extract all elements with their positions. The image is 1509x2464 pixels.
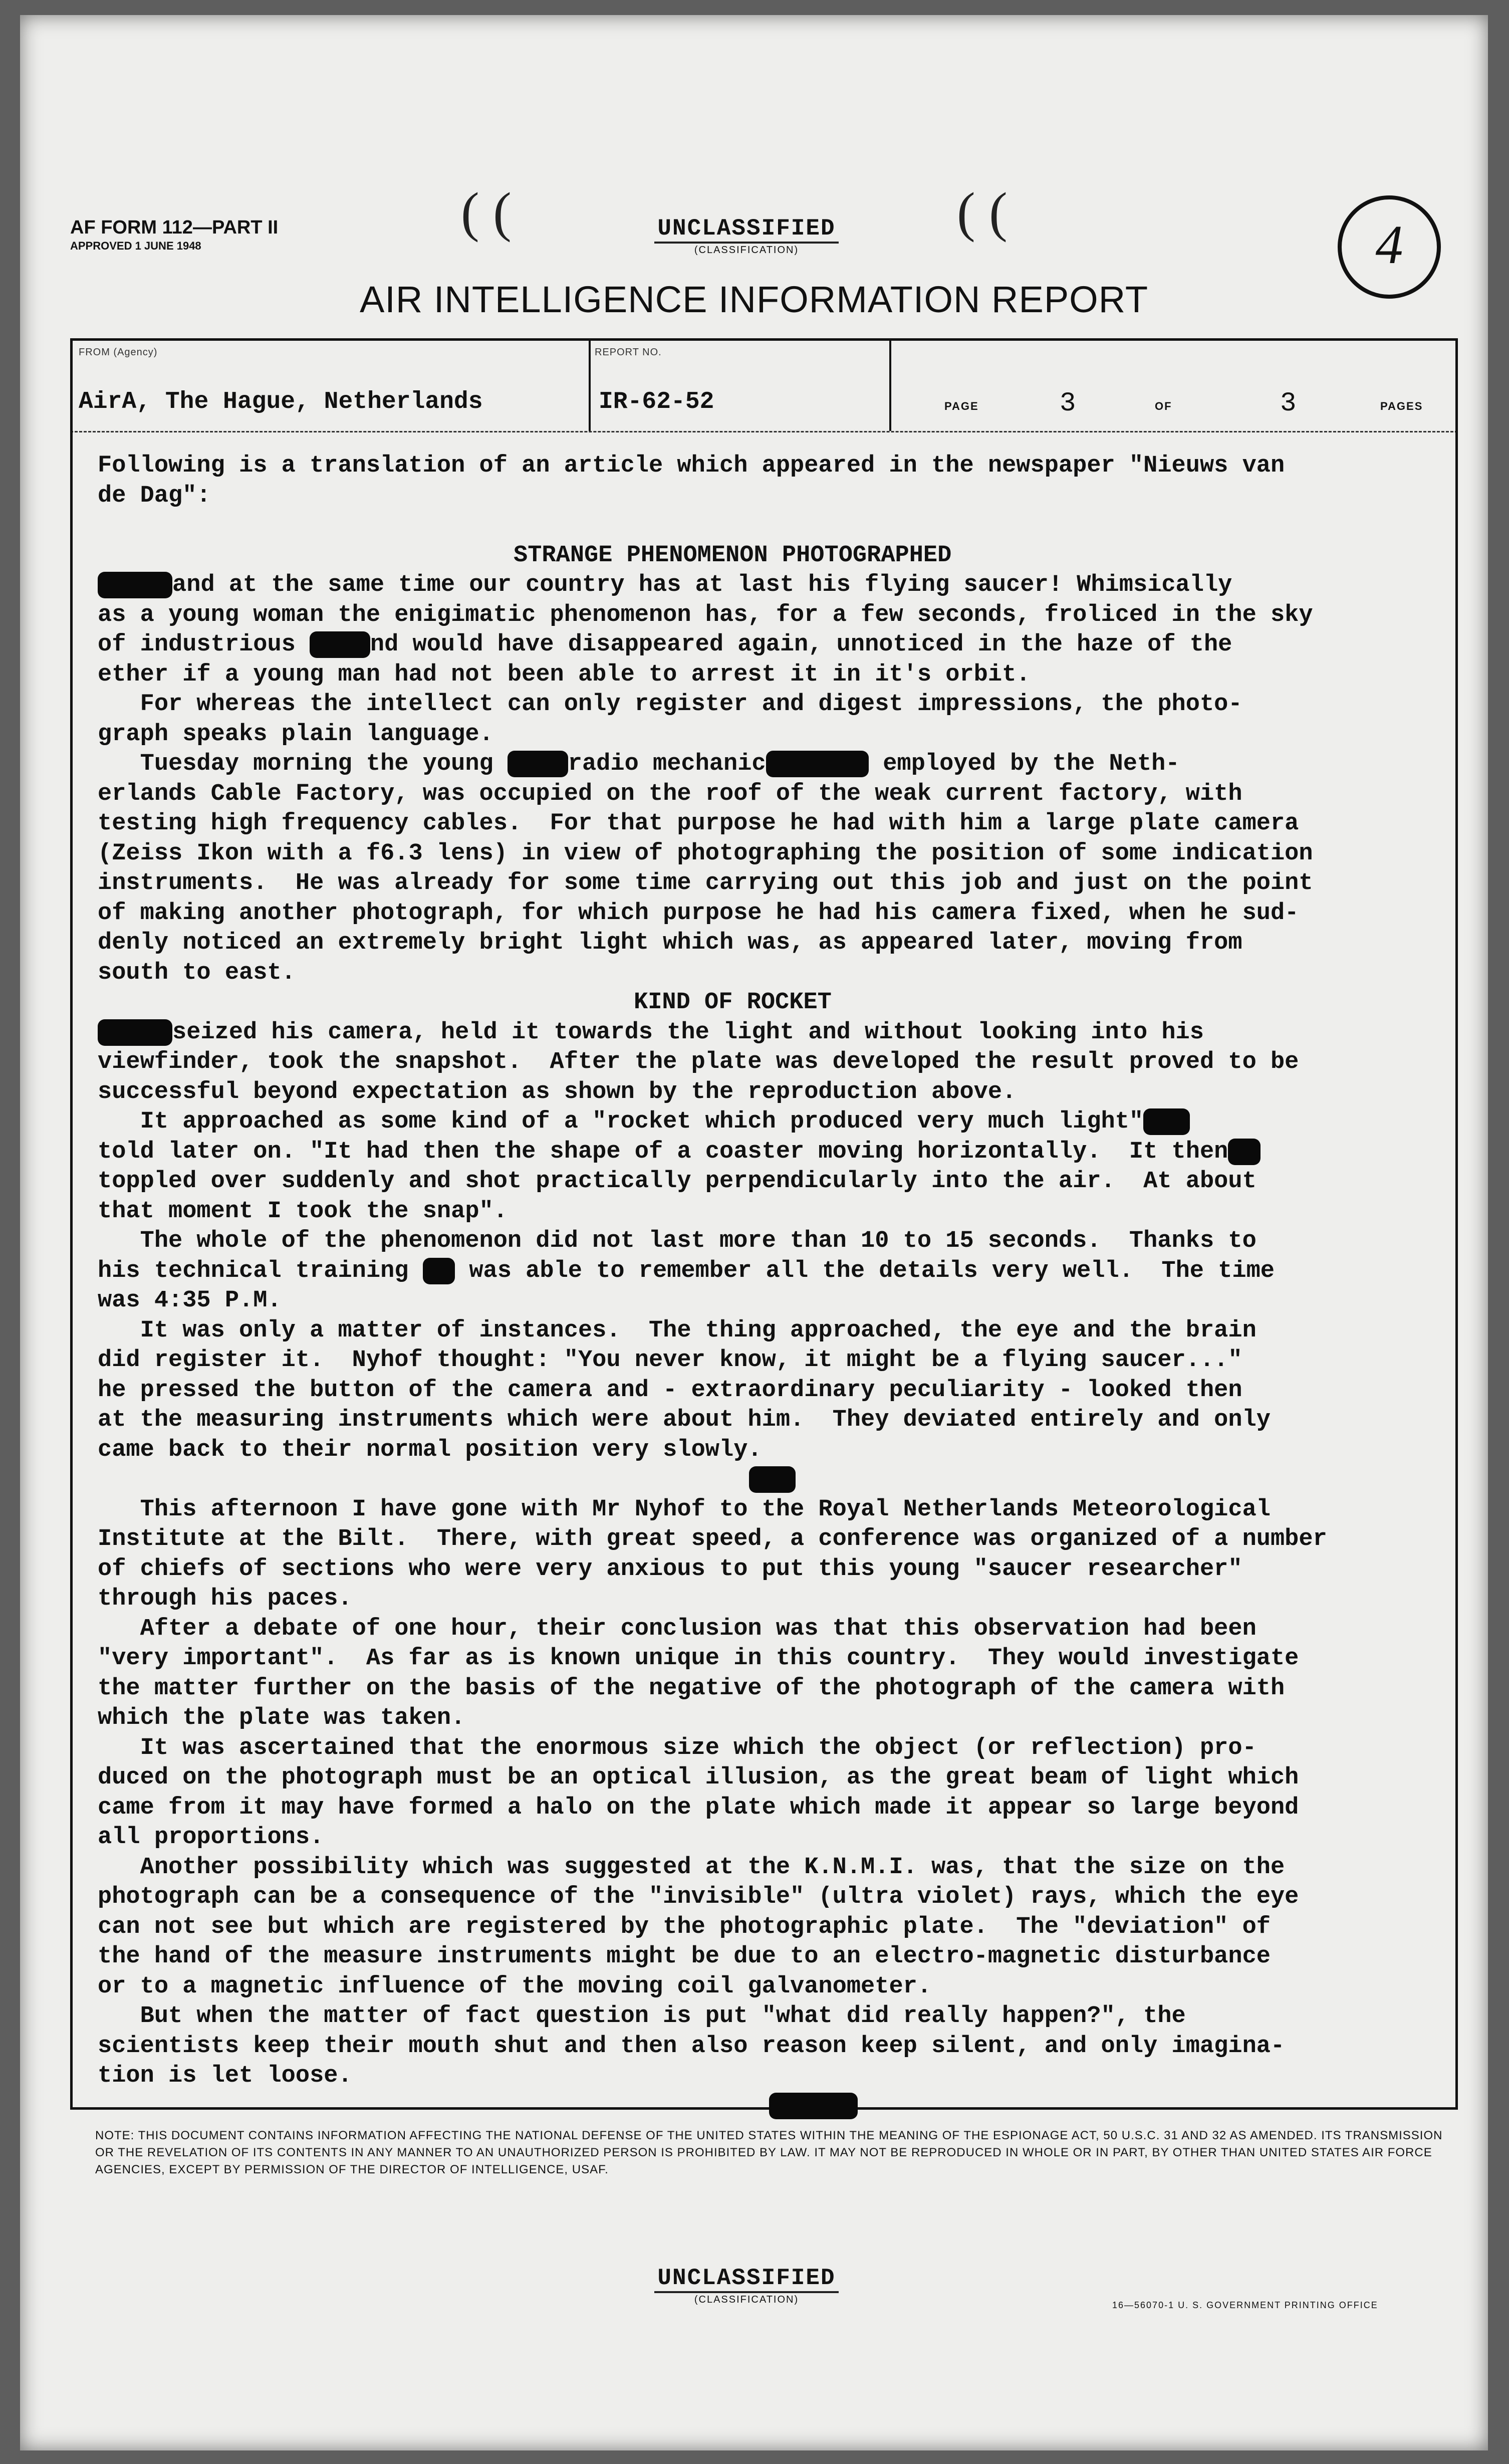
- body-line: successful beyond expectation as shown by the reproduction above.: [98, 1078, 1017, 1105]
- redaction-bar: ▬▬▬▬▬: [98, 1019, 172, 1046]
- redaction-bar: ▬▬▬▬▬▬▬: [766, 751, 869, 777]
- body-line: came back to their normal position very slowly.: [98, 1436, 762, 1463]
- of-value: 3: [1280, 388, 1297, 419]
- body-line: or to a magnetic influence of the moving coil galvanometer.: [98, 1973, 932, 2000]
- body-line: (Zeiss Ikon with a f6.3 lens) in view of photographing the position of some indication: [98, 840, 1313, 867]
- body-line: as a young woman the enigimatic phenomenon has, for a few seconds, froliced in the sky: [98, 601, 1313, 628]
- body-line: tion is let loose.: [98, 2063, 352, 2089]
- body-line: Institute at the Bilt. There, with great speed, a conference was organized of a number: [98, 1526, 1327, 1552]
- intro-line: de Dag":: [98, 482, 211, 509]
- classification-bottom-label: UNCLASSIFIED: [654, 2265, 838, 2293]
- body-line: But when the matter of fact question is put "what did really happen?", the: [98, 2003, 1186, 2030]
- body-line: the matter further on the basis of the negative of the photograph of the camera with: [98, 1675, 1285, 1702]
- document-page: [20, 15, 1488, 2450]
- body-line: nd would have disappeared again, unnoticed in the haze of the: [370, 631, 1232, 658]
- report-number-cell: [589, 341, 891, 431]
- of-caption: OF: [1155, 400, 1172, 412]
- redaction-bar: ▬▬▬▬: [310, 631, 370, 658]
- report-title: AIR INTELLIGENCE INFORMATION REPORT: [359, 279, 1149, 320]
- body-line: Another possibility which was suggested at the K.N.M.I. was, that the size on the: [98, 1854, 1285, 1881]
- article-subheading: KIND OF ROCKET: [634, 989, 832, 1016]
- body-line: came from it may have formed a halo on the plate which made it appear so large beyond: [98, 1794, 1299, 1821]
- body-line: denly noticed an extremely bright light which was, as appeared later, moving from: [98, 930, 1242, 956]
- report-header-box: [70, 338, 1458, 432]
- body-line: ether if a young man had not been able to arrest it in it's orbit.: [98, 661, 1031, 688]
- body-line: photograph can be a consequence of the "invisible" (ultra violet) rays, which the eye: [98, 1884, 1299, 1910]
- body-line: toppled over suddenly and shot practically perpendicularly into the air. At about: [98, 1168, 1256, 1195]
- body-line: at the measuring instruments which were about him. They deviated entirely and only: [98, 1407, 1271, 1433]
- body-line: It was ascertained that the enormous size which the object (or reflection) pro-: [98, 1734, 1256, 1761]
- classification-top-caption: (CLASSIFICATION): [694, 245, 799, 256]
- body-line: was 4:35 P.M.: [98, 1287, 282, 1314]
- from-value: AirA, The Hague, Netherlands: [79, 388, 483, 415]
- body-line: seized his camera, held it towards the light and without looking into his: [172, 1019, 1204, 1046]
- body-line: graph speaks plain language.: [98, 721, 493, 748]
- form-number: AF FORM 112—PART II: [70, 217, 279, 238]
- body-line: can not see but which are registered by the photographic plate. The "deviation" of: [98, 1913, 1271, 1940]
- classification-top-label: UNCLASSIFIED: [654, 215, 838, 244]
- redaction-bar: ▬▬: [1228, 1139, 1260, 1165]
- redaction-bar: ▬▬▬▬: [508, 751, 568, 777]
- bracket-mark-right: ( (: [957, 181, 1008, 243]
- report-body-text: [98, 451, 1440, 2121]
- body-line: After a debate of one hour, their conclusion was that this observation had been: [98, 1615, 1256, 1642]
- body-line: and at the same time our country has at last his flying saucer! Whimsically: [172, 572, 1232, 598]
- body-line: It was only a matter of instances. The thing approached, the eye and the brain: [98, 1317, 1256, 1344]
- body-line: instruments. He was already for some time carrying out this job and just on the point: [98, 870, 1313, 897]
- body-line: his technical training: [98, 1257, 423, 1284]
- body-line: The whole of the phenomenon did not last more than 10 to 15 seconds. Thanks to: [98, 1228, 1256, 1254]
- body-line: of industrious: [98, 631, 310, 658]
- body-line: "very important". As far as is known unique in this country. They would investigate: [98, 1645, 1299, 1672]
- body-line: For whereas the intellect can only register and digest impressions, the photo-: [98, 691, 1242, 718]
- form-approved-date: APPROVED 1 JUNE 1948: [70, 240, 201, 252]
- body-line: Tuesday morning the young: [98, 751, 508, 777]
- redaction-bar: ▬▬▬: [1143, 1108, 1190, 1135]
- body-line: was able to remember all the details very well. The time: [455, 1257, 1275, 1284]
- body-line: of chiefs of sections who were very anxious to put this young "saucer researcher": [98, 1555, 1242, 1583]
- redaction-bar: ▬▬▬▬▬: [98, 572, 172, 598]
- signature-redaction: ▬▬▬▬▬▬: [769, 2093, 858, 2119]
- redaction-bar: ▬▬: [423, 1258, 455, 1284]
- body-line: duced on the photograph must be an optical illusion, as the great beam of light which: [98, 1764, 1299, 1791]
- pages-caption: PAGES: [1380, 400, 1423, 412]
- security-note: NOTE: THIS DOCUMENT CONTAINS INFORMATION AFFECTING THE NATIONAL DEFENSE OF THE UNITED STATES WITHIN THE MEANING OF THE ESPIONAGE ACT, 50 U.S.C. 31 AND 32 AS AMENDED. ITS TRANSMISSION OR THE REVELATION OF ITS CONTENTS IN ANY MANNER TO AN UNAUTHORIZED PERSON IS PROHIBITED BY LAW. IT MAY NOT BE REPRODUCED IN WHOLE OR IN PART, BY OTHER THAN UNITED STATES AIR FORCE AGENCIES, EXCEPT BY PERMISSION OF THE DIRECTOR OF INTELLIGENCE, USAF.: [95, 2129, 1443, 2176]
- body-line: he pressed the button of the camera and - extraordinary peculiarity - looked then: [98, 1377, 1242, 1404]
- classification-bottom-caption: (CLASSIFICATION): [694, 2294, 799, 2305]
- classification-top: [616, 215, 877, 256]
- page-count-cell: [889, 341, 1453, 431]
- body-line: the hand of the measure instruments might be due to an electro-magnetic disturbance: [98, 1943, 1271, 1970]
- body-line: testing high frequency cables. For that purpose he had with him a large plate camera: [98, 810, 1299, 837]
- from-caption: FROM (Agency): [79, 347, 158, 358]
- article-heading: STRANGE PHENOMENON PHOTOGRAPHED: [514, 542, 952, 569]
- body-line: scientists keep their mouth shut and then also reason keep silent, and only imagina-: [98, 2033, 1285, 2060]
- intro-line: Following is a translation of an article which appeared in the newspaper "Nieuws van: [98, 453, 1285, 479]
- body-line: told later on. "It had then the shape of a coaster moving horizontally. It then: [98, 1138, 1228, 1165]
- circled-page-mark: 4: [1338, 195, 1441, 299]
- form-identifier: [70, 215, 278, 253]
- report-body-box: [70, 428, 1458, 2119]
- body-line: south to east.: [98, 959, 296, 986]
- body-line: which the plate was taken.: [98, 1705, 465, 1731]
- page-caption: PAGE: [944, 400, 979, 412]
- body-line: all proportions.: [98, 1824, 324, 1851]
- body-line: through his paces.: [98, 1586, 352, 1612]
- redaction-bar: ▬▬▬: [749, 1466, 796, 1493]
- body-line: that moment I took the snap".: [98, 1198, 508, 1225]
- report-number-value: IR-62-52: [599, 388, 714, 415]
- body-line: employed by the Neth-: [869, 751, 1180, 777]
- body-line: radio mechanic: [568, 751, 766, 777]
- body-line: This afternoon I have gone with Mr Nyhof to the Royal Netherlands Meteorological: [98, 1496, 1271, 1523]
- body-line: viewfinder, took the snapshot. After the plate was developed the result proved to be: [98, 1049, 1299, 1075]
- classification-bottom: [616, 2265, 877, 2306]
- bracket-mark-left: ( (: [461, 181, 512, 243]
- body-line: erlands Cable Factory, was occupied on the roof of the weak current factory, with: [98, 780, 1242, 807]
- report-number-caption: REPORT NO.: [595, 347, 662, 358]
- body-line: did register it. Nyhof thought: "You never know, it might be a flying saucer...": [98, 1347, 1242, 1374]
- page-value: 3: [1060, 388, 1076, 419]
- body-line: of making another photograph, for which purpose he had his camera fixed, when he sud-: [98, 900, 1299, 927]
- body-line: It approached as some kind of a "rocket which produced very much light": [98, 1108, 1144, 1135]
- from-cell: [73, 341, 591, 431]
- printer-imprint: 16—56070-1 U. S. GOVERNMENT PRINTING OFFICE: [1112, 2300, 1378, 2310]
